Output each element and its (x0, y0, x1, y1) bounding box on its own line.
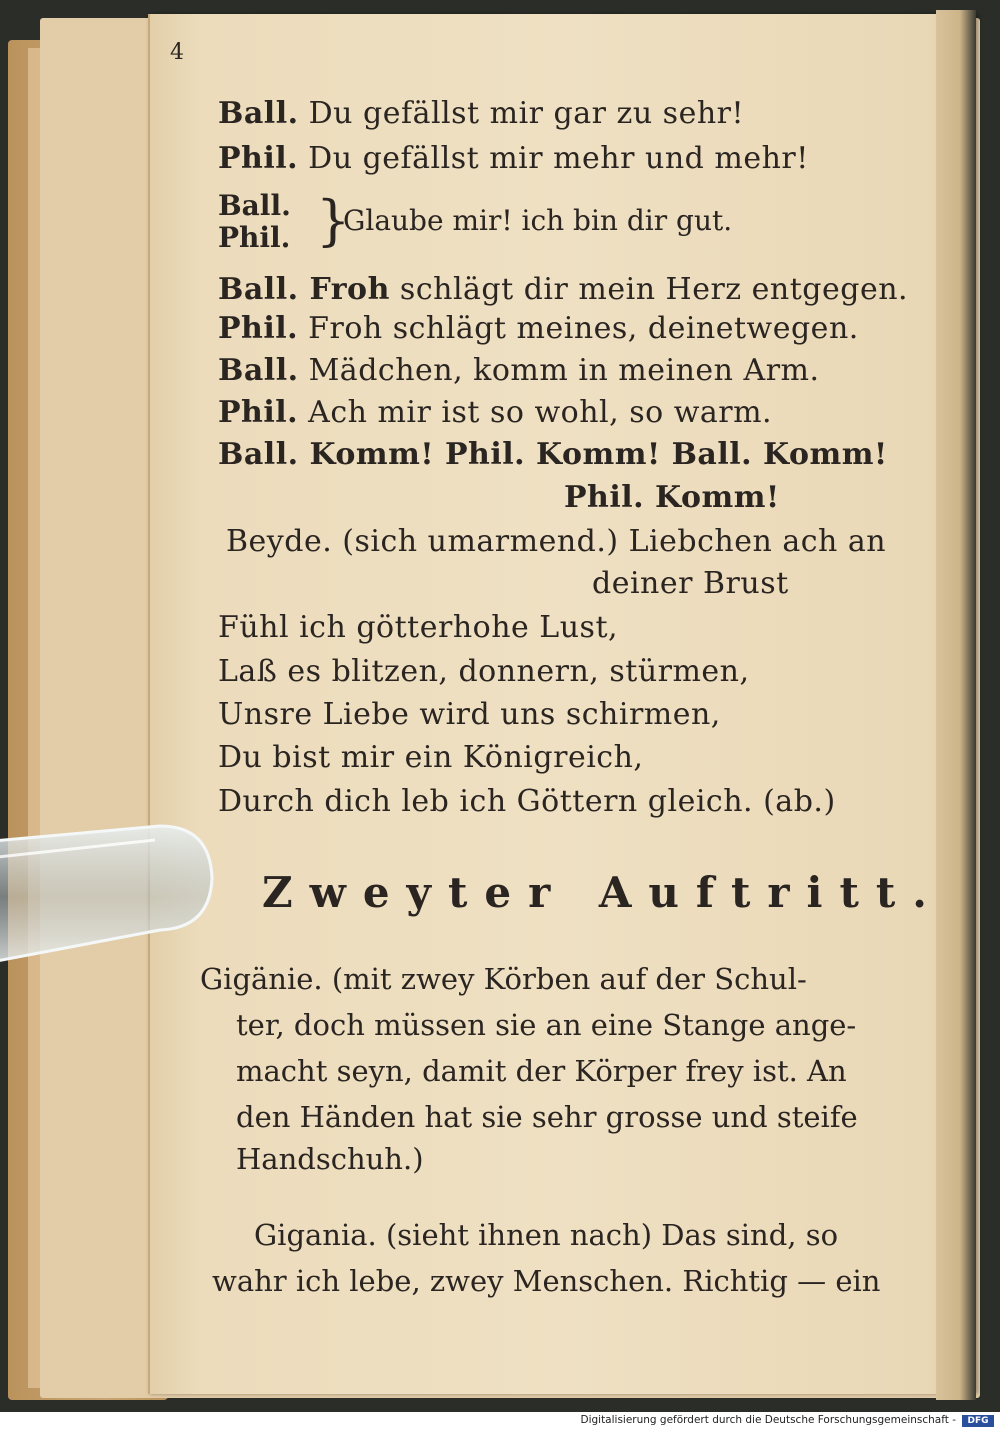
brace-duet (218, 190, 818, 260)
scene-heading: Zweyter Auftritt. (262, 868, 944, 917)
stage-direction-line: macht seyn, damit der Körper frey ist. An (236, 1054, 847, 1088)
closing-line: wahr ich lebe, zwey Menschen. Richtig — ein (212, 1264, 881, 1298)
speaker: Ball. (218, 189, 291, 222)
brace-symbol: } (316, 189, 351, 252)
speaker: Ball. (218, 96, 299, 131)
dialogue-text: Du gefällst mir gar zu sehr! (308, 96, 745, 131)
dialogue-line (218, 141, 809, 177)
komm-line: Ball. Komm! Phil. Komm! Ball. Komm! (218, 437, 888, 472)
dialogue-line (218, 395, 772, 431)
footer-credit: Digitalisierung gefördert durch die Deutsche Forschungsgemeinschaft - (580, 1414, 956, 1426)
dfg-logo: DFG (962, 1415, 994, 1427)
glass-page-weight (0, 818, 215, 968)
beyde-line: Beyde. (sich umarmend.) Liebchen ach an (226, 524, 887, 559)
dialogue-text: Mädchen, komm in meinen Arm. (308, 353, 820, 388)
stage-direction-line: den Händen hat sie sehr grosse und steife (236, 1100, 858, 1134)
speaker: Phil. (218, 141, 299, 176)
komm-line: Phil. Komm! (564, 480, 780, 515)
verse-line: Laß es blitzen, donnern, stürmen, (218, 654, 750, 689)
stage-direction-line: Gigänie. (mit zwey Körben auf der Schul- (200, 962, 807, 996)
dialogue-line (218, 96, 744, 132)
speaker: Ball. Froh (218, 272, 390, 307)
beyde-line: deiner Brust (592, 566, 789, 601)
dialogue-text: Ach mir ist so wohl, so warm. (308, 395, 773, 430)
speaker: Phil. (218, 311, 299, 346)
verse-line: Fühl ich götterhohe Lust, (218, 610, 619, 645)
speaker: Phil. (218, 221, 291, 254)
speaker: Phil. (218, 395, 299, 430)
stage-direction-line: ter, doch müssen sie an eine Stange ange- (236, 1008, 857, 1042)
dialogue-text: schlägt dir mein Herz entgegen. (399, 272, 909, 307)
dialogue-line (218, 353, 820, 389)
dialogue-text: Du gefällst mir mehr und mehr! (308, 141, 809, 176)
dialogue-line (218, 311, 859, 347)
verse-line: Durch dich leb ich Göttern gleich. (ab.) (218, 784, 836, 819)
dialogue-text: Froh schlägt meines, deinetwegen. (308, 311, 859, 346)
speaker: Ball. (218, 353, 299, 388)
dialogue-text: Glaube mir! ich bin dir gut. (343, 204, 733, 237)
page-number: 4 (170, 40, 184, 65)
brace-speakers (218, 190, 291, 254)
verse-line: Unsre Liebe wird uns schirmen, (218, 697, 721, 732)
verse-line: Du bist mir ein Königreich, (218, 740, 644, 775)
closing-line: Gigania. (sieht ihnen nach) Das sind, so (254, 1218, 839, 1252)
dialogue-line (218, 272, 908, 308)
stage-direction-line: Handschuh.) (236, 1142, 424, 1176)
footer-bar (0, 1412, 1000, 1430)
